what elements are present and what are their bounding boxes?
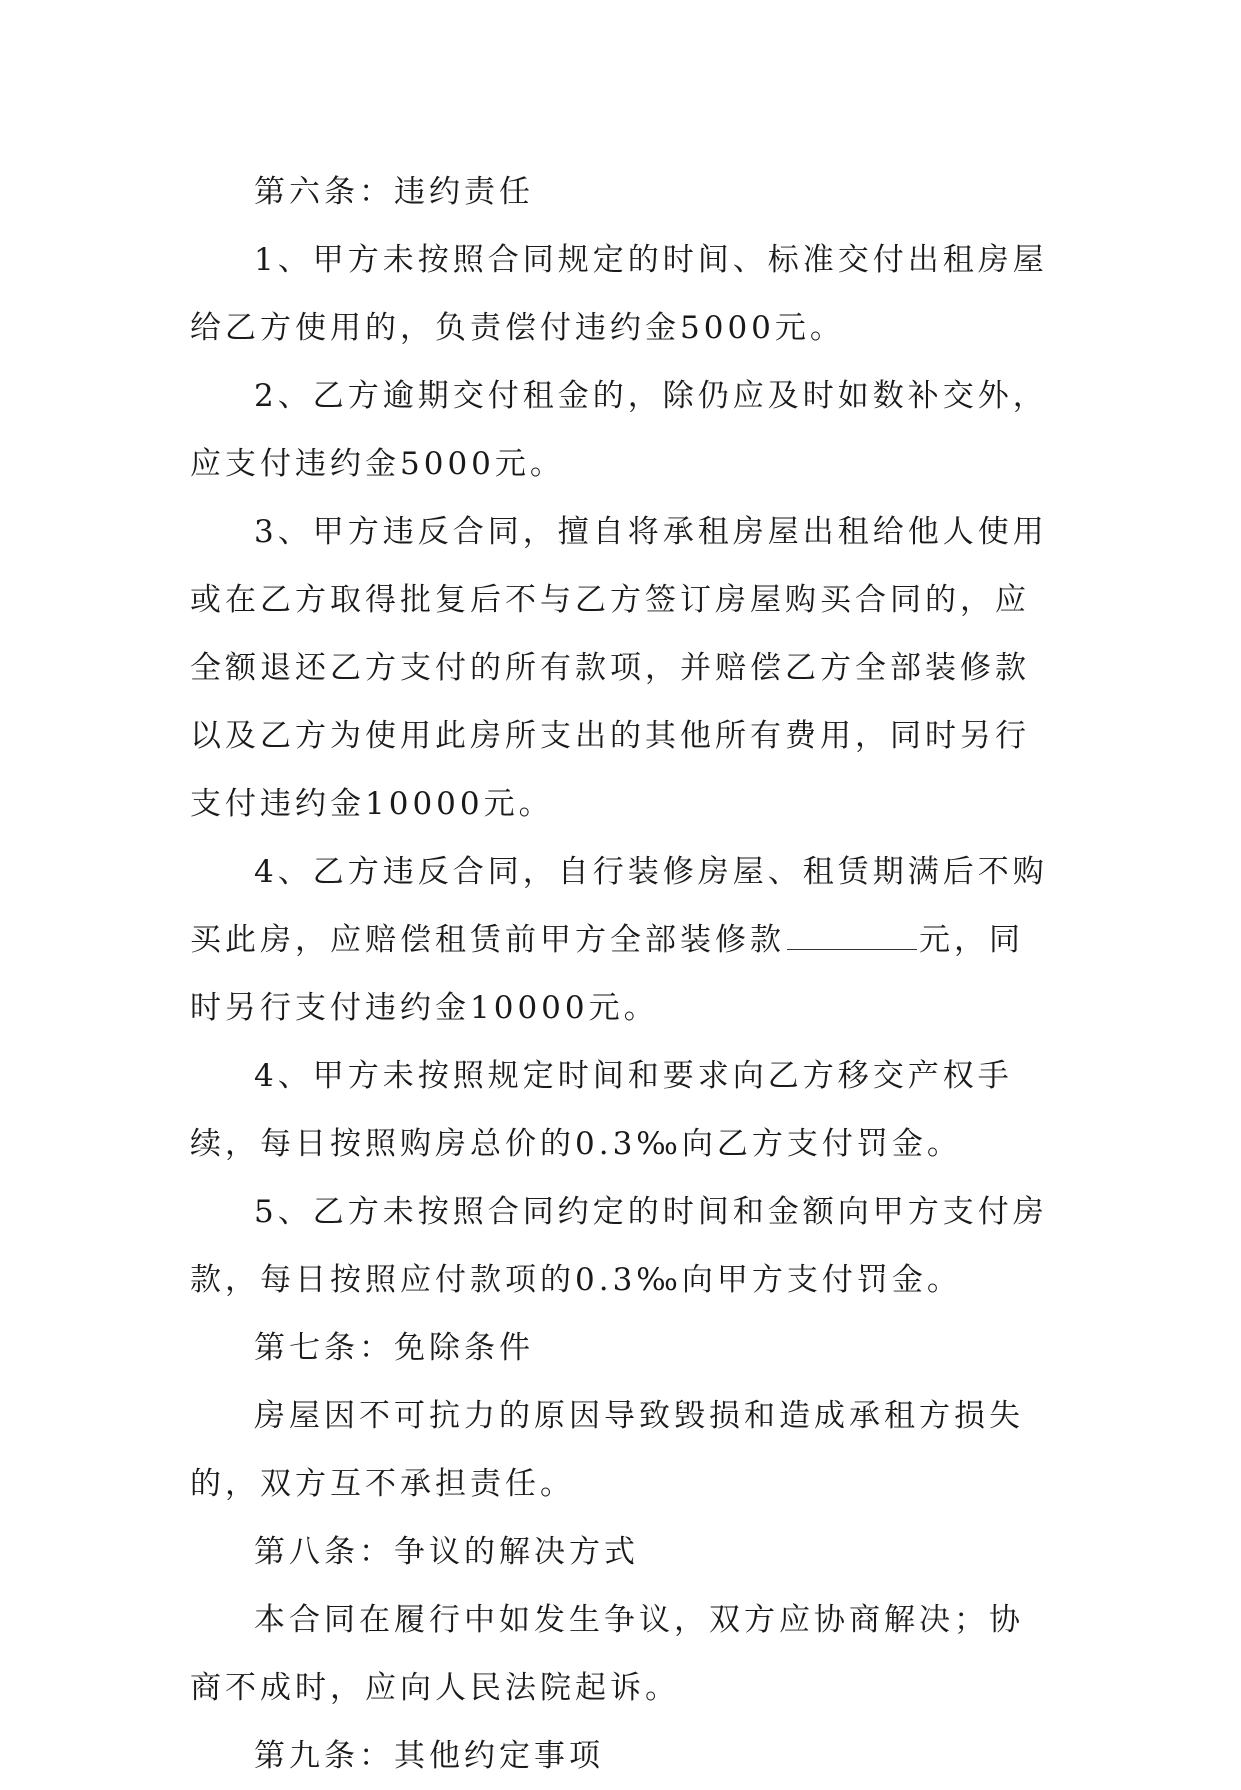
dispute-text: 本合同在履行中如发生争议，双方应协商解决；协商不成时，应向人民法院起诉。 — [190, 1602, 1024, 1706]
clause-item-4a-after: 元，同时另行支付违约金10000元。 — [190, 922, 1024, 1026]
clause-item-4a — [190, 838, 1050, 1042]
section-heading-other: 第九条：其他约定事项 — [254, 1738, 604, 1774]
section-heading-dispute: 第八条：争议的解决方式 — [254, 1534, 639, 1570]
fill-in-blank — [787, 921, 917, 950]
section-heading-exemption: 第七条：免除条件 — [254, 1330, 534, 1366]
clause-item-1: 1、甲方未按照合同规定的时间、标准交付出租房屋给乙方使用的，负责偿付违约金5000元。 — [190, 242, 1048, 346]
exemption-text: 房屋因不可抗力的原因导致毁损和造成承租方损失的，双方互不承担责任。 — [190, 1398, 1024, 1502]
clause-item-3: 3、甲方违反合同，擅自将承租房屋出租给他人使用或在乙方取得批复后不与乙方签订房屋购买合同的，应全额退还乙方支付的所有款项，并赔偿乙方全部装修款以及乙方为使用此房所支出的其他所有费用，同时另行支付违约金10000元。 — [190, 514, 1048, 822]
contract-body — [190, 158, 1050, 1790]
section-heading-liability: 第六条：违约责任 — [254, 174, 534, 210]
clause-item-5: 5、乙方未按照合同约定的时间和金额向甲方支付房款，每日按照应付款项的0.3‰向甲方支付罚金。 — [190, 1194, 1048, 1298]
clause-item-4b: 4、甲方未按照规定时间和要求向乙方移交产权手续，每日按照购房总价的0.3‰向乙方支付罚金。 — [190, 1058, 1013, 1162]
clause-item-2: 2、乙方逾期交付租金的，除仍应及时如数补交外，应支付违约金5000元。 — [190, 378, 1048, 482]
clause-item-4a-before: 4、乙方违反合同，自行装修房屋、租赁期满后不购买此房，应赔偿租赁前甲方全部装修款 — [190, 854, 1048, 958]
